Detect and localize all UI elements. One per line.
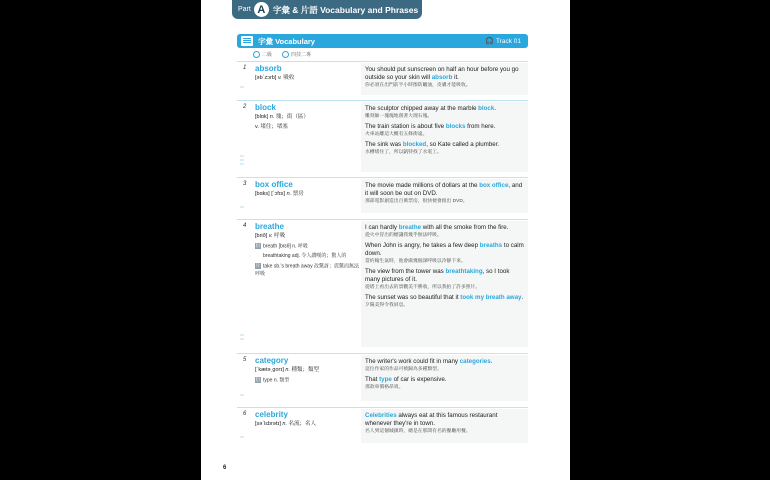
example-box: [361, 63, 528, 95]
example-translation: 這位作家的作品可被歸為多種類型。: [365, 367, 442, 372]
example-sentence: The view from the tower was breathtaking, so I took many pictures of it.: [365, 268, 510, 283]
vocab-entry: [237, 353, 528, 403]
entry-definition: [brið] v. 呼吸: [255, 233, 286, 239]
example-sentence: That type of car is expensive.: [365, 376, 447, 383]
vocab-entry: [237, 407, 528, 447]
entry-definition: [səˋlɛbrətɪ] n. 名流；名人: [255, 421, 317, 427]
example-box: [361, 102, 528, 172]
phrase-icon: 片: [255, 263, 261, 269]
section-title: 字彙 Vocabulary: [258, 36, 315, 46]
example-box: [361, 179, 528, 213]
example-sentence: The sunset was so beautiful that it took my breath away.: [365, 294, 524, 301]
level-marks: ○○: [240, 85, 245, 89]
example-translation: 從火中冒出的煙讓我幾乎無法呼吸。: [365, 233, 442, 238]
vocab-entry: [237, 100, 528, 174]
example-translation: 你必須在出門前半小時擦防曬油，皮膚才能吸收。: [365, 83, 471, 88]
example-translation: 雕刻師一塊塊地削著大理石塊。: [365, 114, 433, 119]
book-page: [201, 0, 570, 480]
level-marks: ○○: [240, 393, 245, 397]
entry-number: 2: [243, 104, 247, 110]
legend-item: 四技二專: [282, 51, 311, 58]
example-box: [361, 409, 528, 443]
entry-word: box office: [255, 180, 293, 189]
entry-definition: [ˋkætə͵gorɪ] n. 種類；類型: [255, 367, 320, 373]
example-sentence: The sink was blocked, so Kate called a plumber.: [365, 141, 500, 148]
entry-number: 6: [243, 411, 247, 417]
example-translation: 水槽堵住了，所以凱特找了水電工。: [365, 150, 442, 155]
example-box: [361, 355, 528, 401]
example-sentence: You should put sunscreen on half an hour before you go outside so your skin will absorb it.: [365, 66, 519, 81]
example-sentence: I can hardly breathe with all the smoke from the fire.: [365, 224, 509, 231]
example-sentence: The writer's work could fit in many categories.: [365, 358, 493, 365]
audio-track-button[interactable]: [485, 37, 521, 45]
example-sentence: The train station is about five blocks from here.: [365, 123, 496, 130]
legend-item: 二級: [253, 51, 272, 58]
example-translation: 那款車價格昂貴。: [365, 385, 404, 390]
level-marks: ○○: [240, 205, 245, 209]
level-marks: ○○: [240, 435, 245, 439]
entry-word: category: [255, 356, 289, 365]
example-translation: 從塔上看出去的景觀美不勝收，所以我拍了許多照片。: [365, 285, 481, 290]
example-translation: 那部電影創造出百萬票房，很快便會推出 DVD。: [365, 199, 468, 204]
vocab-entry: [237, 177, 528, 215]
book-icon: [241, 36, 253, 46]
derivative-item: 衍 type n. 類型: [255, 377, 290, 384]
circle-icon: [282, 51, 289, 58]
entry-word: absorb: [255, 64, 282, 73]
example-translation: 火車站離這大概有五條街遠。: [365, 132, 428, 137]
level-legend: [253, 51, 311, 58]
part-label: Part: [238, 6, 251, 13]
part-title: 字彙 & 片語 Vocabulary and Phrases: [272, 4, 419, 15]
derivative-item: 衍 breath [brɛθ] n. 呼吸: [255, 243, 308, 250]
page-number: 6: [223, 465, 227, 471]
derivative-icon: 衍: [255, 377, 261, 382]
part-banner: [232, 0, 422, 19]
example-sentence: The movie made millions of dollars at the box office, and it will soon be out on DVD.: [365, 182, 523, 197]
example-translation: 名人到這個城鎮時，總是在那間有名的餐廳用餐。: [365, 429, 471, 434]
derivative-item: breathtaking adj. 令人讚嘆的；驚人的: [263, 253, 347, 260]
example-translation: 當約翰生氣時，他會做幾個深呼吸以冷靜下來。: [365, 259, 466, 264]
vocab-entry: [237, 61, 528, 97]
part-letter-badge: A: [254, 2, 269, 17]
track-label: Track 01: [495, 37, 521, 45]
entry-number: 4: [243, 223, 247, 229]
entry-definition: [əbˋzɔrb] v. 吸收: [255, 75, 295, 81]
phrase-item: 片 take sb.'s breath away 改驚訝；震驚而無法呼吸: [255, 263, 359, 277]
example-box: [361, 221, 528, 347]
circle-icon: [253, 51, 260, 58]
entry-number: 1: [243, 65, 247, 71]
level-marks: ○○ ○○: [240, 333, 245, 341]
entry-number: 5: [243, 357, 247, 363]
example-sentence: When John is angry, he takes a few deep breaths to calm down.: [365, 242, 524, 257]
vocabulary-section-bar: [237, 34, 528, 48]
example-sentence: The sculptor chipped away at the marble block.: [365, 105, 497, 112]
entry-definition-verb: v. 堵住；堵塞: [255, 124, 288, 130]
level-marks: ○○ ○○ ○○: [240, 154, 245, 166]
entry-definition: [blɑk] n. 塊；街（區）: [255, 114, 309, 120]
example-translation: 夕陽美得令我屏息。: [365, 303, 409, 308]
derivative-icon: 衍: [255, 243, 261, 248]
entry-word: block: [255, 103, 276, 112]
entry-definition: [bɑks] [ˋɔfɪs] n. 票房: [255, 191, 304, 197]
headphones-icon: 🎧: [485, 38, 494, 45]
vocab-entry: [237, 219, 528, 349]
example-sentence: Celebrities always eat at this famous restaurant whenever they're in town.: [365, 412, 498, 427]
entry-word: celebrity: [255, 410, 288, 419]
entry-word: breathe: [255, 222, 284, 231]
entry-number: 3: [243, 181, 247, 187]
